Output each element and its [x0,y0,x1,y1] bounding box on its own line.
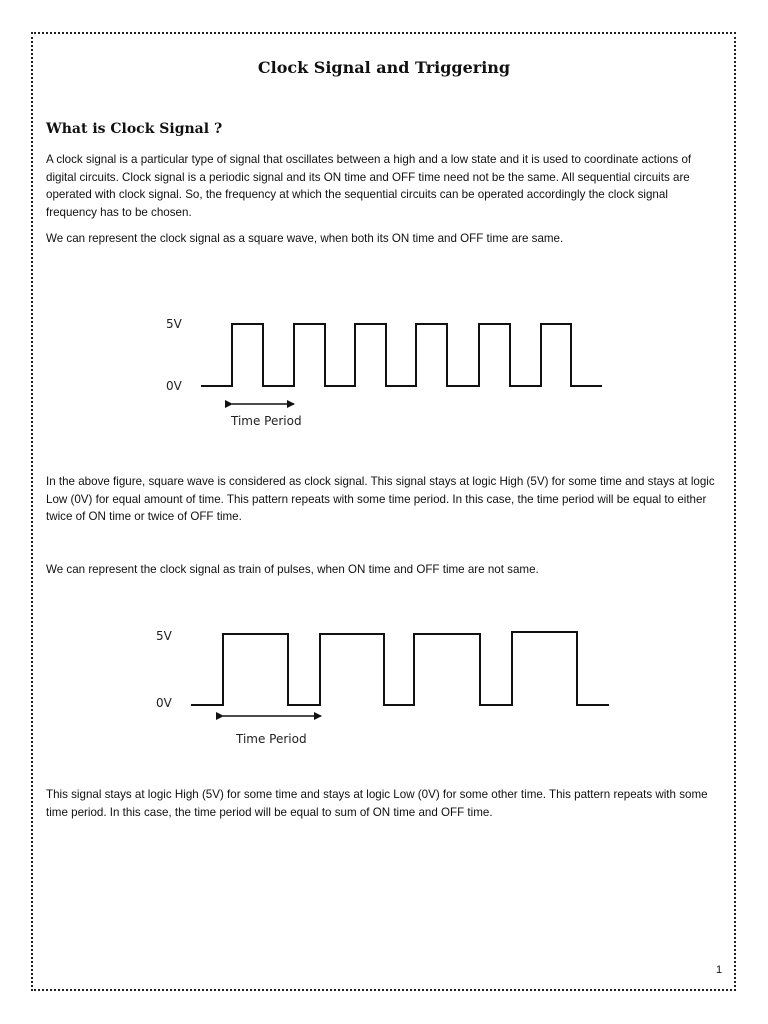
high-level-label: 5V [156,629,172,643]
square-wave-line [201,324,602,386]
low-level-label: 0V [166,379,182,393]
document-title: Clock Signal and Triggering [257,58,511,77]
paragraph-square-wave-intro: We can represent the clock signal as a square wave, when both its ON time and OFF time are same. [46,232,564,245]
paragraph-pulse-train-explanation: This signal stays at logic High (5V) for some time and stays at logic Low (0V) for some other time. This pattern repeats with some time period. In this case, the time period will be equal to sum of ON time and OFF time. [46,788,708,819]
pulse-train-diagram [0,610,768,760]
low-level-label: 0V [156,696,172,710]
pulse-train-figure [0,610,768,760]
page-number: 1 [716,964,723,976]
square-wave-diagram [0,300,768,440]
pulse-train-line [191,632,609,705]
section-heading: What is Clock Signal ? [46,121,223,137]
paragraph-clock-definition: A clock signal is a particular type of signal that oscillates between a high and a low state and it is used to coordinate actions of digital circuits. Clock signal is a periodic signal and its ON time and OFF time need not be the same. All sequential circuits are operated with clock signal. So, the frequency at which the sequential circuits can be operated accordingly the clock signal frequency has to be chosen. [46,153,692,219]
square-wave-figure [0,300,768,440]
time-period-label: Time Period [236,732,307,746]
paragraph-square-wave-explanation: In the above figure, square wave is considered as clock signal. This signal stays at logic High (5V) for some time and stays at logic Low (0V) for equal amount of time. This pattern repeats with some time period. In this case, the time period will be equal to either twice of ON time or twice of OFF time. [46,475,715,523]
time-period-label: Time Period [231,414,302,428]
paragraph-pulse-train-intro: We can represent the clock signal as train of pulses, when ON time and OFF time are not same. [46,563,539,576]
high-level-label: 5V [166,317,182,331]
